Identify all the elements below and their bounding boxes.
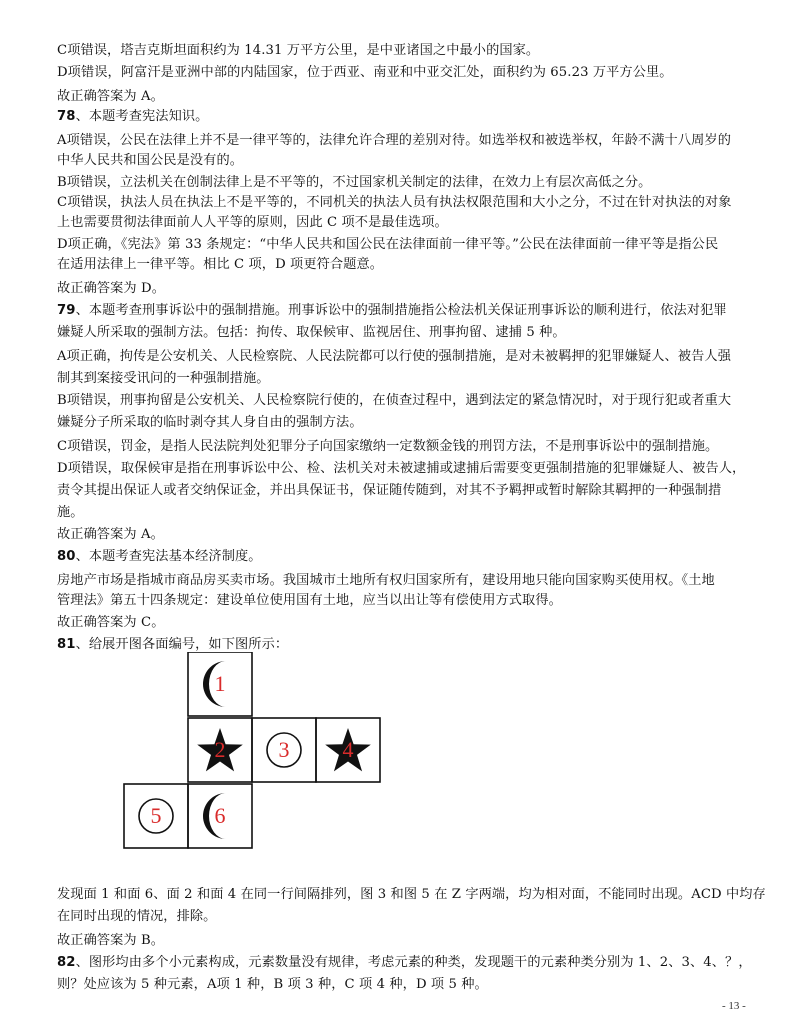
question-number: 82: [57, 955, 76, 970]
line-text: 故正确答案为 B。: [57, 933, 165, 948]
line-text: 故正确答案为 A。: [57, 527, 164, 542]
text-line: [57, 504, 757, 522]
text-line: [57, 976, 757, 994]
face-number-label: 1: [214, 671, 226, 696]
question-number: 79: [57, 303, 76, 318]
question-number: 78: [57, 109, 76, 124]
text-line: [57, 152, 757, 170]
line-text: 施。: [57, 505, 84, 520]
line-text: 嫌疑人所采取的强制方法。包括：拘传、取保候审、监视居住、刑事拘留、逮捕 5 种。: [57, 325, 566, 340]
line-text: 管理法》第五十四条规定：建设单位使用国有土地，应当以出让等有偿使用方式取得。: [57, 593, 562, 608]
line-text: 、本题考查宪法基本经济制度。: [75, 549, 262, 564]
line-text: B项错误，立法机关在创制法律上是不平等的，不过国家机关制定的法律，在效力上有层次高低之分。: [57, 175, 652, 190]
line-text: 中华人民共和国公民是没有的。: [57, 153, 244, 168]
text-line: [57, 236, 757, 254]
question-number: 81: [57, 637, 76, 652]
line-text: 故正确答案为 D。: [57, 281, 165, 296]
text-line: [57, 482, 757, 500]
text-line: [57, 348, 757, 366]
line-text: 故正确答案为 C。: [57, 615, 165, 630]
text-line: [57, 256, 757, 274]
line-text: 上也需要贯彻法律面前人人平等的原则，因此 C 项不是最佳选项。: [57, 215, 448, 230]
text-line: [57, 324, 757, 342]
text-line: [57, 174, 757, 192]
page-number: - 13 -: [722, 1000, 746, 1012]
text-line: [57, 392, 757, 410]
cube-net-figure: [120, 652, 390, 852]
line-text: D项正确，《宪法》第 33 条规定：“中华人民共和国公民在法律面前一律平等。”公民在法律面前一律平等是指公民: [57, 237, 719, 252]
text-line: [57, 42, 757, 60]
line-text: D项错误，取保候审是指在刑事诉讼中公、检、法机关对未被逮捕或逮捕后需要变更强制措施的犯罪嫌疑人、被告人，: [57, 461, 746, 476]
face-number-label: 6: [214, 803, 226, 828]
text-line: [57, 194, 757, 212]
line-text: 在同时出现的情况，排除。: [57, 909, 217, 924]
line-text: 故正确答案为 A。: [57, 89, 164, 104]
line-text: 制其到案接受讯问的一种强制措施。: [57, 371, 270, 386]
question-number: 80: [57, 549, 76, 564]
face-number-label: 2: [214, 737, 226, 762]
line-text: C项错误，罚金，是指人民法院判处犯罪分子向国家缴纳一定数额金钱的刑罚方法，不是刑事诉讼中的强制措施。: [57, 439, 719, 454]
text-line: [57, 88, 757, 106]
line-text: 、给展开图各面编号，如下图所示：: [75, 637, 289, 652]
line-text: 嫌疑分子所采取的临时剥夺其人身自由的强制方法。: [57, 415, 363, 430]
line-text: 则？处应该为 5 种元素，A项 1 种，B 项 3 种，C 项 4 种，D 项 5 种。: [57, 977, 488, 992]
question-heading: [57, 548, 757, 566]
face-number-label: 3: [278, 737, 290, 762]
text-line: [57, 908, 757, 926]
text-line: [57, 932, 757, 950]
text-line: [57, 438, 757, 456]
line-text: C项错误，塔吉克斯坦面积约为 14.31 万平方公里，是中亚诸国之中最小的国家。: [57, 43, 540, 58]
line-text: 在适用法律上一律平等。相比 C 项，D 项更符合题意。: [57, 257, 384, 272]
text-line: [57, 614, 757, 632]
text-line: [57, 886, 766, 904]
line-text: 房地产市场是指城市商品房买卖市场。我国城市土地所有权归国家所有，建设用地只能向国家购买使用权。《土地: [57, 573, 715, 588]
line-text: D项错误，阿富汗是亚洲中部的内陆国家，位于西亚、南亚和中亚交汇处，面积约为 65.23 万平方公里。: [57, 65, 673, 80]
text-line: [57, 572, 757, 590]
line-text: 、本题考查宪法知识。: [75, 109, 209, 124]
text-line: [57, 370, 757, 388]
face-number-label: 4: [342, 737, 354, 762]
line-text: C项错误，执法人员在执法上不是平等的，不同机关的执法人员有执法权限范围和大小之分，不过在针对执法的对象: [57, 195, 732, 210]
text-line: [57, 414, 757, 432]
question-heading: [57, 302, 757, 320]
text-line: [57, 214, 757, 232]
text-line: [57, 132, 757, 150]
text-line: [57, 460, 757, 478]
line-text: 责令其提出保证人或者交纳保证金，并出具保证书，保证随传随到，对其不予羁押或暂时解除其羁押的一种强制措: [57, 483, 722, 498]
text-line: [57, 64, 757, 82]
line-text: 、图形均由多个小元素构成，元素数量没有规律，考虑元素的种类，发现题干的元素种类分别为 1、2、3、4、？，: [75, 955, 752, 970]
question-heading: [57, 108, 757, 126]
line-text: A项正确，拘传是公安机关、人民检察院、人民法院都可以行使的强制措施，是对未被羁押的犯罪嫌疑人、被告人强: [57, 349, 731, 364]
text-line: [57, 592, 757, 610]
line-text: A项错误，公民在法律上并不是一律平等的，法律允许合理的差别对待。如选举权和被选举权，年龄不满十八周岁的: [57, 133, 731, 148]
line-text: 、本题考查刑事诉讼中的强制措施。刑事诉讼中的强制措施指公检法机关保证刑事诉讼的顺利进行，依法对犯罪: [75, 303, 727, 318]
line-text: B项错误，刑事拘留是公安机关、人民检察院行使的，在侦查过程中，遇到法定的紧急情况时，对于现行犯或者重大: [57, 393, 732, 408]
text-line: [57, 280, 757, 298]
line-text: 发现面 1 和面 6、面 2 和面 4 在同一行间隔排列，图 3 和图 5 在 Z 字两端，均为相对面，不能同时出现。ACD 中均存: [57, 887, 766, 902]
question-heading: [57, 954, 757, 972]
text-line: [57, 526, 757, 544]
face-number-label: 5: [150, 803, 162, 828]
